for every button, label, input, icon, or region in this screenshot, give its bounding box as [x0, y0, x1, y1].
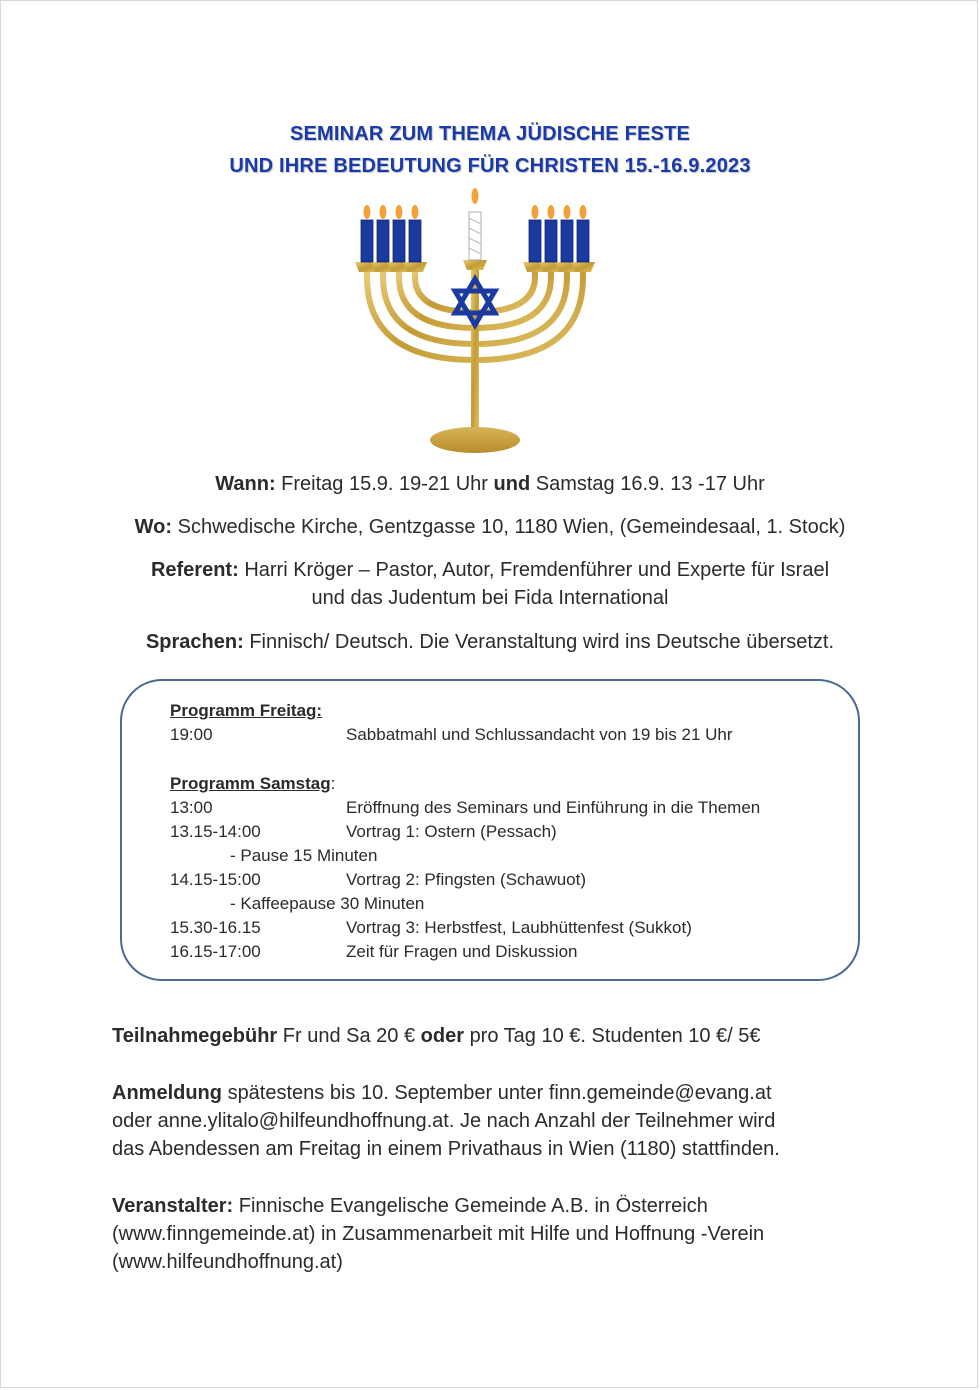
programm-freitag-heading: Programm Freitag: [170, 701, 323, 720]
veranstalter-line-1: Finnische Evangelische Gemeinde A.B. in Österreich [238, 1195, 708, 1217]
wann-label: Wann: [215, 473, 276, 495]
programm-time: 14.15-15:00 [170, 870, 261, 889]
programm-time: 16.15-17:00 [170, 942, 261, 961]
referent-label: Referent: [150, 559, 239, 581]
sprachen-text: Finnisch/ Deutsch. Die Veranstaltung wird ins Deutsche übersetzt. [249, 631, 835, 653]
page-title [0, 118, 980, 182]
programm-time: 19:00 [170, 725, 213, 744]
anmeldung-line-3: das Abendessen am Freitag in einem Privathaus in Wien (1180) stattfinden. [112, 1138, 780, 1160]
fees-text-2: pro Tag 10 €. Studenten 10 €/ 5€ [469, 1025, 761, 1047]
programm-time: 15.30-16.15 [170, 918, 261, 937]
sprachen-label: Sprachen: [145, 631, 244, 653]
wo-label: Wo: [134, 516, 173, 538]
title-line-2: UND IHRE BEDEUTUNG FÜR CHRISTEN 15.-16.9.2023 [229, 155, 751, 177]
programm-desc: Vortrag 1: Ostern (Pessach) [346, 822, 557, 841]
programm-desc: Eröffnung des Seminars und Einführung in die Themen [346, 798, 761, 817]
anmeldung-line-1: spätestens bis 10. September unter finn.gemeinde@evang.at [227, 1082, 772, 1104]
info-wann [0, 470, 980, 498]
info-wo [0, 513, 980, 541]
wann-text-2: Samstag 16.9. 13 -17 Uhr [535, 473, 765, 495]
programm-desc: Sabbatmahl und Schlussandacht von 19 bis 21 Uhr [346, 725, 733, 744]
referent-text-2: und das Judentum bei Fida International [311, 587, 669, 609]
programm-desc: Vortrag 2: Pfingsten (Schawuot) [346, 870, 587, 889]
title-line-1: SEMINAR ZUM THEMA JÜDISCHE FESTE [289, 123, 691, 145]
programm-samstag-colon: : [330, 774, 336, 793]
info-referent [0, 556, 980, 612]
fees-oder: oder [420, 1025, 464, 1047]
wo-text: Schwedische Kirche, Gentzgasse 10, 1180 Wien, (Gemeindesaal, 1. Stock) [177, 516, 846, 538]
wann-text-1: Freitag 15.9. 19-21 Uhr [281, 473, 488, 495]
veranstalter-paragraph [112, 1192, 872, 1276]
programm-desc: Vortrag 3: Herbstfest, Laubhüttenfest (Sukkot) [346, 918, 692, 937]
menorah-icon [350, 182, 600, 462]
anmeldung-label: Anmeldung [112, 1082, 222, 1104]
programm-time: 13.15-14:00 [170, 822, 261, 841]
info-sprachen [0, 628, 980, 656]
programm-samstag-heading [170, 772, 335, 796]
anmeldung-line-2: oder anne.ylitalo@hilfeundhoffnung.at. Je nach Anzahl der Teilnehmer wird [112, 1110, 776, 1132]
fees-paragraph [112, 1022, 872, 1050]
programm-desc: Zeit für Fragen und Diskussion [346, 942, 578, 961]
referent-text-1: Harri Kröger – Pastor, Autor, Fremdenführer und Experte für Israel [244, 559, 830, 581]
veranstalter-line-2: (www.finngemeinde.at) in Zusammenarbeit mit Hilfe und Hoffnung -Verein [112, 1223, 765, 1245]
programm-samstag-heading-text: Programm Samstag [170, 774, 331, 793]
programm-time: 13:00 [170, 798, 213, 817]
veranstalter-label: Veranstalter: [112, 1195, 234, 1217]
fees-label: Teilnahmegebühr [112, 1025, 278, 1047]
programm-pause: - Pause 15 Minuten [230, 846, 378, 865]
programm-pause: - Kaffeepause 30 Minuten [230, 894, 425, 913]
veranstalter-line-3: (www.hilfeundhoffnung.at) [112, 1251, 343, 1273]
fees-text-1: Fr und Sa 20 € [282, 1025, 416, 1047]
wann-und: und [493, 473, 531, 495]
anmeldung-paragraph [112, 1079, 872, 1163]
